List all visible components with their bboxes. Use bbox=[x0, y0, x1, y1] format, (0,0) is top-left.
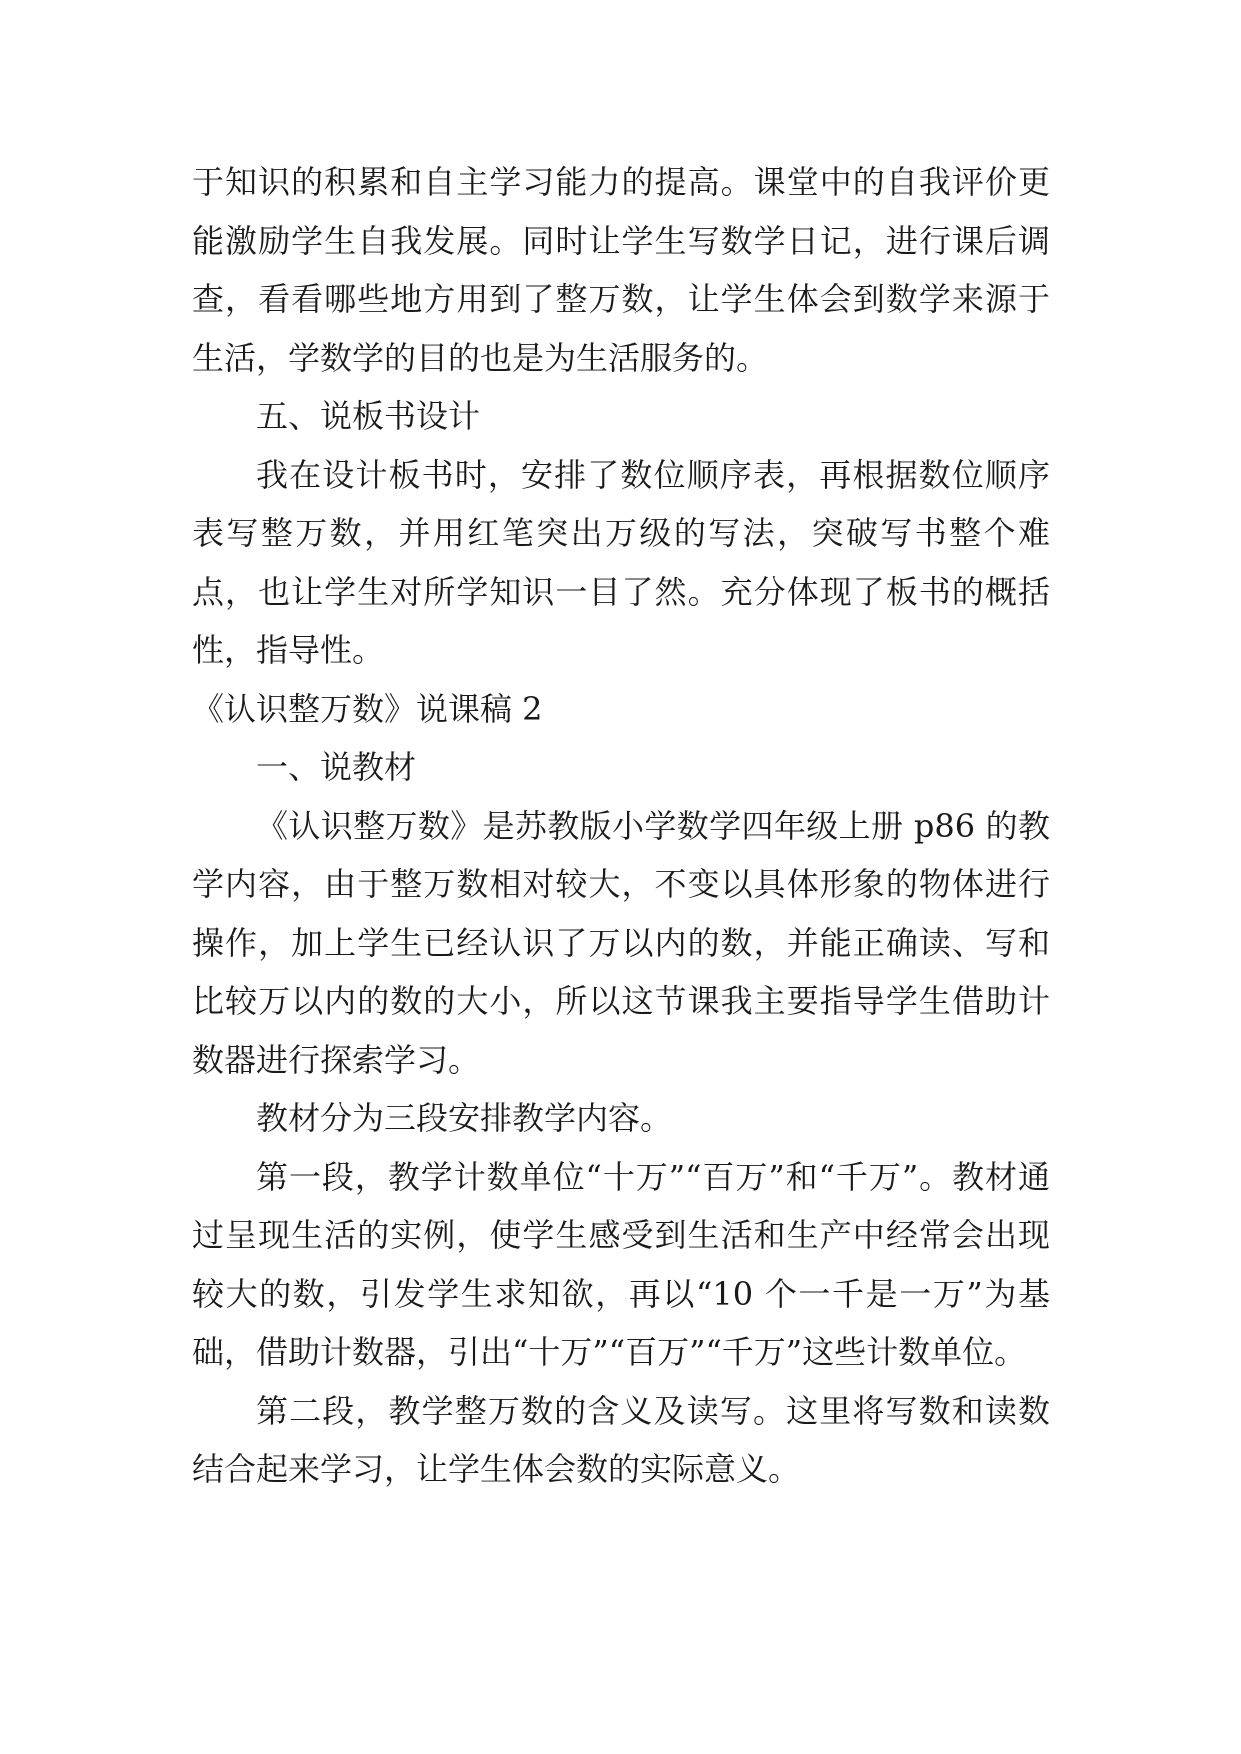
document-body bbox=[192, 153, 1050, 1499]
paragraph-blackboard-design: 我在设计板书时，安排了数位顺序表，再根据数位顺序表写整万数，并用红笔突出万级的写法，突破写书整个难点，也让学生对所学知识一目了然。充分体现了板书的概括性，指导性。 bbox=[192, 455, 1050, 669]
paragraph-knowledge-accumulation: 于知识的积累和自主学习能力的提高。课堂中的自我评价更能激励学生自我发展。同时让学生写数学日记，进行课后调查，看看哪些地方用到了整万数，让学生体会到数学来源于生活，学数学的目的也是为生活服务的。 bbox=[192, 163, 1050, 377]
paragraph-section-two: 第二段，教学整万数的含义及读写。这里将写数和读数结合起来学习，让学生体会数的实际意义。 bbox=[192, 1391, 1050, 1488]
document-title: 《认识整万数》说课稿 2 bbox=[192, 689, 543, 728]
section-heading-blackboard-design: 五、说板书设计 bbox=[256, 397, 481, 435]
paragraph-section-one: 第一段，教学计数单位“十万”“百万”和“千万”。教材通过呈现生活的实例，使学生感受到生活和生产中经常会出现较大的数，引发学生求知欲，再以“10 个一千是一万”为基础，借助计数器，引出“十万”“百万”“千万”这些计数单位。 bbox=[192, 1157, 1050, 1371]
section-heading-textbook: 一、说教材 bbox=[256, 748, 417, 786]
paragraph-three-sections: 教材分为三段安排教学内容。 bbox=[256, 1099, 673, 1137]
paragraph-textbook-intro: 《认识整万数》是苏教版小学数学四年级上册 p86 的教学内容，由于整万数相对较大，不变以具体形象的物体进行操作，加上学生已经认识了万以内的数，并能正确读、写和比较万以内的数的大小，所以这节课我主要指导学生借助计数器进行探索学习。 bbox=[192, 806, 1050, 1079]
